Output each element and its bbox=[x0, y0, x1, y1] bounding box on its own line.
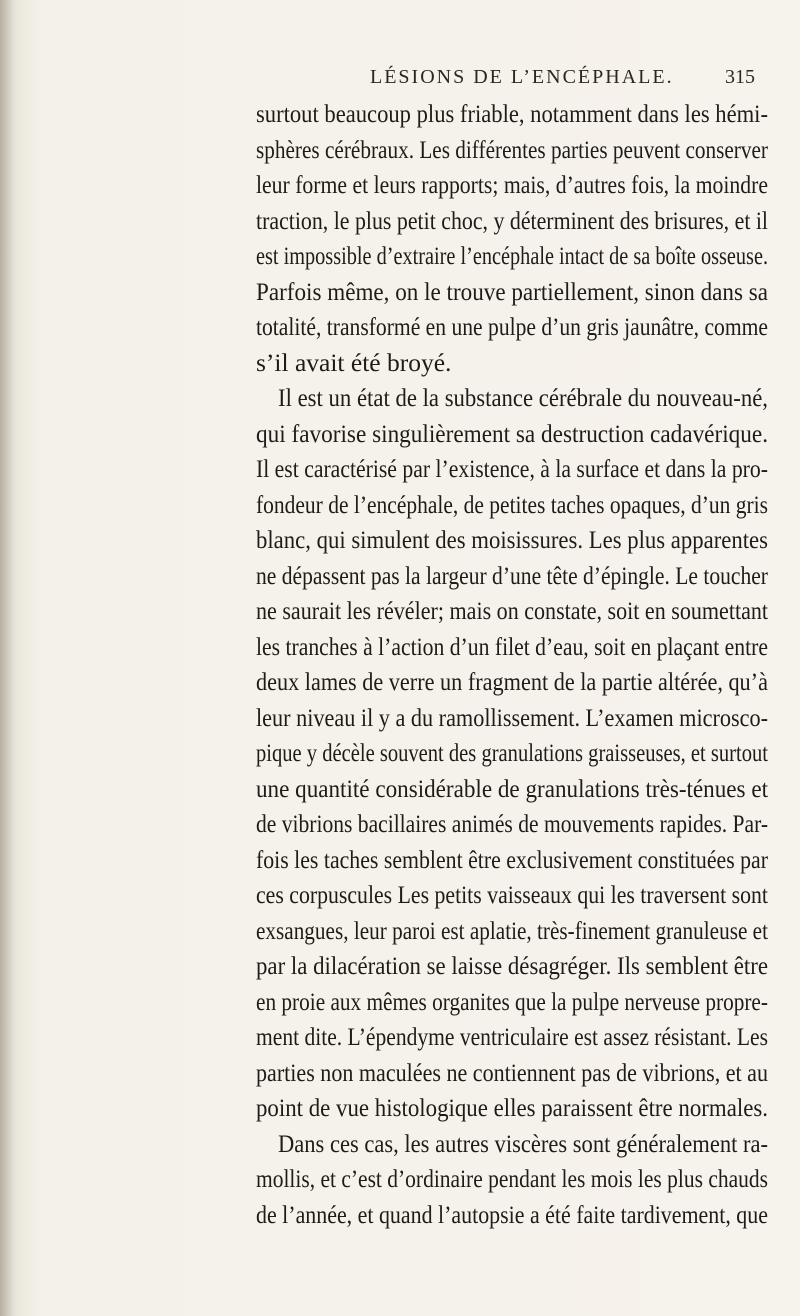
text-line: Il est un état de la substance cérébrale du nouveau-né, bbox=[278, 383, 768, 412]
text-line: les tranches à l’action d’un filet d’eau, soit en plaçant entre bbox=[256, 631, 768, 661]
text-line: fois les taches semblent être exclusivement constituées par bbox=[256, 844, 769, 874]
text-line: de vibrions bacillaires animés de mouvements rapides. Par- bbox=[256, 809, 769, 838]
page-number: 315 bbox=[725, 66, 755, 88]
spine-shadow bbox=[0, 0, 14, 1316]
text-line: parties non maculées ne contiennent pas de vibrions, et au bbox=[256, 1057, 769, 1087]
text-line: deux lames de verre un fragment de la partie altérée, qu’à bbox=[256, 667, 768, 696]
text-line: blanc, qui simulent des moisissures. Les plus apparentes bbox=[256, 525, 768, 554]
text-line: est impossible d’extraire l’encéphale intact de sa boîte osseuse. bbox=[256, 241, 769, 270]
text-line: ces corpuscules Les petits vaisseaux qui les traversent sont bbox=[256, 880, 768, 909]
text-line: totalité, transformé en une pulpe d’un gris jaunâtre, comme bbox=[256, 312, 769, 341]
text-line: sphères cérébraux. Les différentes parties peuvent conserver bbox=[256, 134, 769, 164]
text-line: ne saurait les révéler; mais on constate, soit en soumettant bbox=[256, 596, 769, 625]
text-line: s’il avait été broyé. bbox=[256, 347, 452, 377]
text-line: surtout beaucoup plus friable, notamment dans les hémi- bbox=[256, 99, 768, 128]
text-line: en proie aux mêmes organites que la pulpe nerveuse propre- bbox=[256, 986, 768, 1016]
text-line: une quantité considérable de granulations très-ténues et bbox=[256, 773, 768, 803]
running-title: LÉSIONS DE L’ENCÉPHALE. bbox=[370, 66, 674, 88]
text-line: ment dite. L’épendyme ventriculaire est assez résistant. Les bbox=[256, 1022, 768, 1051]
text-line: de l’année, et quand l’autopsie a été faite tardivement, que bbox=[256, 1199, 768, 1229]
text-line: traction, le plus petit choc, y déterminent des brisures, et il bbox=[256, 205, 769, 235]
text-line: fondeur de l’encéphale, de petites taches opaques, d’un gris bbox=[256, 489, 769, 519]
running-head bbox=[0, 66, 800, 96]
text-line: par la dilacération se laisse désagréger. Ils semblent être bbox=[256, 951, 769, 980]
text-line: pique y décèle souvent des granulations graisseuses, et surtout bbox=[256, 738, 768, 767]
text-line: Parfois même, on le trouve partiellement, sinon dans sa bbox=[256, 276, 768, 306]
text-line: Dans ces cas, les autres viscères sont généralement ra- bbox=[278, 1128, 769, 1158]
text-line: leur forme et leurs rapports; mais, d’autres fois, la moindre bbox=[256, 170, 768, 199]
text-line: mollis, et c’est d’ordinaire pendant les mois les plus chauds bbox=[256, 1164, 768, 1193]
text-line: leur niveau il y a du ramollissement. L’examen microsco- bbox=[256, 702, 769, 732]
text-line: ne dépassent pas la largeur d’une tête d’épingle. Le toucher bbox=[256, 560, 768, 590]
text-line: Il est caractérisé par l’existence, à la surface et dans la pro- bbox=[256, 454, 768, 483]
text-line: qui favorise singulièrement sa destruction cadavérique. bbox=[256, 418, 769, 448]
text-line: point de vue histologique elles paraissent être normales. bbox=[256, 1093, 768, 1122]
text-line: exsangues, leur paroi est aplatie, très-finement granuleuse et bbox=[256, 915, 769, 945]
